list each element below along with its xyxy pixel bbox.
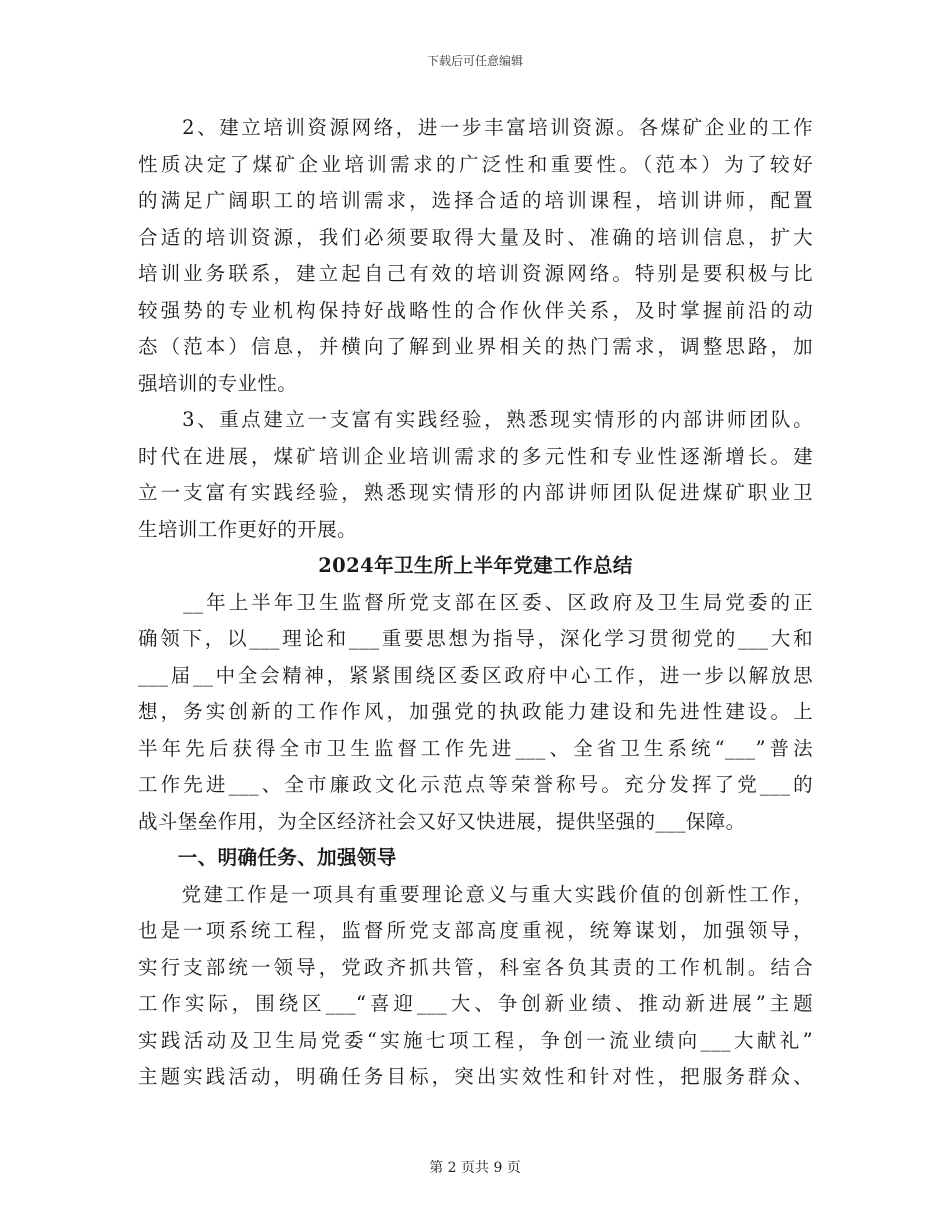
text-line: 实践活动及卫生局党委“实施七项工程，争创一流业绩向___大献礼” <box>138 1028 813 1052</box>
text-line: 的满足广阔职工的培训需求，选择合适的培训课程，培训讲师，配置 <box>138 189 813 212</box>
text-line: 培训业务联系，建立起自己有效的培训资源网络。特别是要积极与比 <box>138 262 813 285</box>
text-line: 确领下，以___理论和___重要思想为指导，深化学习贯彻党的___大和 <box>138 627 813 650</box>
text-line: 强培训的专业性。 <box>138 371 298 395</box>
text-line: 主题实践活动，明确任务目标，突出实效性和针对性，把服务群众、 <box>138 1065 813 1088</box>
text-line: 半年先后获得全市卫生监督工作先进___、全省卫生系统“___”普法 <box>138 736 813 760</box>
text-line: 工作实际，围绕区___“喜迎___大、争创新业绩、推动新进展”主题 <box>138 992 813 1015</box>
text-line: 战斗堡垒作用，为全区经济社会又好又快进展，提供坚强的___保障。 <box>138 809 746 833</box>
text-line: 合适的培训资源，我们必须要取得大量及时、准确的培训信息，扩大 <box>138 225 813 249</box>
text-line: 想，务实创新的工作作风，加强党的执政能力建设和先进性建设。上 <box>138 700 813 723</box>
text-line: ___届__中全会精神，紧紧围绕区委区政府中心工作，进一步以解放思 <box>138 663 813 687</box>
text-line: __年上半年卫生监督所党支部在区委、区政府及卫生局党委的正 <box>138 590 813 614</box>
text-line: 3、重点建立一支富有实践经验，熟悉现实情形的内部讲师团队。 <box>138 408 813 431</box>
page-footer: 第 2 页共 9 页 <box>429 1160 521 1176</box>
text-line: 性质决定了煤矿企业培训需求的广泛性和重要性。（范本）为了较好 <box>138 152 813 176</box>
text-line: 较强势的专业机构保持好战略性的合作伙伴关系，及时掌握前沿的动 <box>138 298 813 322</box>
section-title: 2024年卫生所上半年党建工作总结 <box>318 554 633 577</box>
section-heading: 一、明确任务、加强领导 <box>138 846 397 869</box>
text-line: 2、建立培训资源网络，进一步丰富培训资源。各煤矿企业的工作 <box>138 116 813 139</box>
text-line: 生培训工作更好的开展。 <box>138 517 357 541</box>
text-line: 立一支富有实践经验，熟悉现实情形的内部讲师团队促进煤矿职业卫 <box>138 481 813 504</box>
text-line: 也是一项系统工程，监督所党支部高度重视，统筹谋划，加强领导， <box>138 919 813 942</box>
text-line: 时代在进展，煤矿培训企业培训需求的多元性和专业性逐渐增长。建 <box>138 444 813 468</box>
text-line: 工作先进___、全市廉政文化示范点等荣誉称号。充分发挥了党___的 <box>138 773 813 796</box>
text-line: 态（范本）信息，并横向了解到业界相关的热门需求，调整思路，加 <box>138 335 813 358</box>
document-body <box>138 110 813 1096</box>
page-header: 下载后可任意编辑 <box>426 54 523 68</box>
text-line: 实行支部统一领导，党政齐抓共管，科室各负其责的工作机制。结合 <box>138 955 813 979</box>
text-line: 党建工作是一项具有重要理论意义与重大实践价值的创新性工作， <box>138 882 813 906</box>
